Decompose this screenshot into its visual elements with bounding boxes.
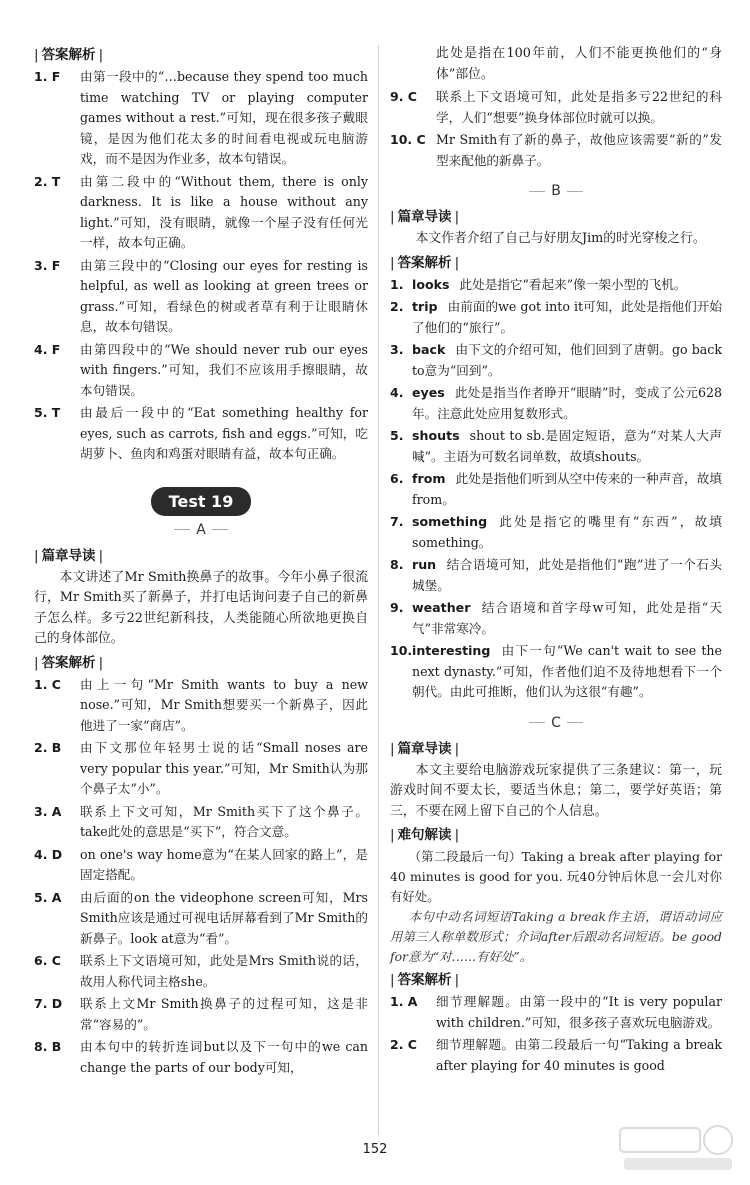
answer-item [34,256,368,338]
answer-item [390,275,722,296]
answer-analysis-heading-b: | 答案解析 | [390,253,722,273]
answer-number: 1. F [34,69,61,84]
answer-explanation: 此处是指当作者睁开“眼睛”时，变成了公元628年。注意此处应用复数形式。 [412,385,722,421]
answer-item [34,67,368,170]
answer-explanation: 由本句中的转折连词but以及下一句中的we can change the parts of our body可知， [80,1039,368,1075]
answer-item [390,383,722,424]
answer-item [34,845,368,886]
answer-item [34,994,368,1035]
section-a-letter: A [196,521,206,538]
answer-number: 9. C [390,89,417,104]
answer-item [34,340,368,402]
answer-item [390,340,722,381]
section-c-label [390,715,722,731]
answer-explanation: 细节理解题。由第一段中的“It is very popular with children.”可知，很多孩子喜欢玩电脑游戏。 [436,994,722,1030]
answer-item [390,641,722,703]
answer-number: 3. A [34,803,62,819]
answer-item [390,598,722,639]
answer-item [34,888,368,950]
answer-item [390,426,722,467]
answer-number: 5. A [34,889,62,905]
answer-number: 1. [390,276,404,292]
guide-text: 本文讲述了Mr Smith换鼻子的故事。今年小鼻子很流行，Mr Smith买了新鼻子，并打电话询问妻子自己的新鼻子怎么样。多亏22世纪新科技，人类能随心所欲地更换自己的身体部位。 [34,569,368,646]
answer-explanation: 由下文那位年轻男士说的话“Small noses are very popular this year.”可知，Mr Smith认为那个鼻子太“小”。 [80,740,368,796]
answer-explanation: 联系上下文可知，Mr Smith买下了这个鼻子。take此处的意思是“买下”，符合文意。 [80,803,368,839]
guide-text-c: 本文主要给电脑游戏玩家提供了三条建议：第一，玩游戏时间不要太长，要适当休息；第二，要学好英语；第三，不要在网上留下自己的个人信息。 [390,762,722,819]
answer-explanation: shout to sb.是固定短语，意为“对某人大声喊”。主语为可数名词单数，故填shouts。 [412,428,722,464]
answer-number: 10. C [390,132,426,147]
answer-explanation: on one's way home意为“在某人回家的路上”，是固定搭配。 [80,846,368,882]
answer-number: 6. C [34,953,61,968]
page-number: 152 [362,1142,388,1157]
watermark-logo [614,1120,742,1176]
answer-explanation: 此处是指它的嘴里有“东西”，故填something。 [412,514,722,550]
answer-keyword: interesting [412,643,491,658]
answer-keyword: from [412,471,446,486]
answer-number: 2. B [34,740,62,755]
answer-explanation: 细节理解题。由第二段最后一句“Taking a break after playing for 40 minutes is good [436,1037,722,1073]
answer-item [390,469,722,510]
answer-number: 10. [390,643,413,658]
answer-number: 4. [390,385,404,400]
answer-item [390,555,722,596]
guide-heading-b: | 篇章导读 | [390,207,722,227]
tf-answer-list [34,67,368,465]
guide-heading: | 篇章导读 | [34,546,368,566]
answer-number: 7. D [34,996,63,1011]
section-a-label [34,522,368,538]
answer-item [34,403,368,465]
answer-explanation: 由最后一段中的“Eat something healthy for eyes, such as carrots, fish and eggs.”可知，吃胡萝卜、鱼肉和鸡蛋对眼睛有益，故本句正确。 [80,405,368,461]
answer-item [34,802,368,843]
answer-explanation: 结合语境和首字母w可知，此处是指“天气”非常寒冷。 [412,600,722,636]
answer-number: 8. [390,557,404,572]
hard-sentence-heading: | 难句解读 | [390,825,722,845]
answer-item [390,992,722,1033]
answer-explanation: Mr Smith有了新的鼻子，故他应该需要“新的”发型来配他的新鼻子。 [436,132,722,168]
answer-explanation: 由前面的we got into it可知，此处是指他们开始了他们的“旅行”。 [412,299,722,335]
hard-sentence-note: 本句中动名词短语Taking a break作主语，谓语动词应用第三人称单数形式；介词after后跟动名词短语。be good for意为“对……有好处”。 [390,909,722,964]
answer-number: 2. [390,299,404,314]
answer-explanation: 由下文的介绍可知，他们回到了唐朝。go back to意为“回到”。 [412,342,722,378]
answer-explanation: 由第四段中的“We should never rub our eyes with fingers.”可知，我们不应该用手擦眼睛，故本句错误。 [80,341,368,398]
answer-explanation: 由后面的on the videophone screen可知，Mrs Smith应该是通过可视电话屏幕看到了Mr Smith的新鼻子。look at意为“看”。 [80,889,368,946]
answer-number: 4. F [34,341,61,357]
answer-item [34,172,368,254]
section-c-letter: C [551,714,561,731]
answer-keyword: eyes [412,385,445,400]
answer-analysis-heading: | 答案解析 | [34,45,368,65]
hard-sentence: （第二段最后一句）Taking a break after playing for 40 minutes is good for you. 玩40分钟后休息一会儿对你有好处。 [390,849,722,904]
answer-number: 6. [390,471,404,486]
answer-item [390,1035,722,1076]
section-a-answer-list [34,675,368,1079]
answer-explanation: 联系上下文语境可知，此处是Mrs Smith说的话，故用人称代词主格she。 [80,953,368,989]
answer-number: 2. T [34,173,61,189]
answer-number: 9. [390,600,404,615]
answer-item [34,738,368,800]
section-b-answer-list [390,275,722,703]
answer-keyword: back [412,342,446,357]
answer-explanation: 联系上文Mr Smith换鼻子的过程可知，这是非常“容易的”。 [80,996,368,1032]
right-column [390,42,722,1078]
answer-number: 3. F [34,257,61,273]
answer-explanation: 联系上下文语境可知，此处是指多亏22世纪的科学，人们“想要”换身体部位时就可以换。 [436,89,722,125]
answer-keyword: looks [412,276,450,292]
guide-text-b: 本文作者介绍了自己与好朋友Jim的时光穿梭之行。 [415,231,706,246]
section-b-label [390,183,722,199]
answer-number: 4. D [34,846,63,862]
answer-item [34,675,368,737]
answer-keyword: something [412,514,488,529]
answer-explanation: 由第三段中的“Closing our eyes for resting is helpful, as well as looking at green trees or grass.”可知，看绿色的树或者草有利于让眼睛休息，故本句错误。 [80,257,368,334]
section-a-answer-list-end [390,87,722,171]
answer-analysis-heading-c: | 答案解析 | [390,970,722,990]
column-divider [378,45,379,1135]
answer-number: 8. B [34,1039,62,1054]
section-c-answer-list [390,992,722,1076]
answer-number: 1. C [34,676,61,692]
answer-item [390,512,722,553]
answer-explanation: 由上一句“Mr Smith wants to buy a new nose.”可知，Mr Smith想要买一个新鼻子，因此他进了一家“商店”。 [80,676,368,733]
answer-keyword: shouts [412,428,460,443]
test-title-wrap [34,487,368,516]
section-b-letter: B [551,183,561,199]
continued-text: 此处是指在100年前，人们不能更换他们的“身体”部位。 [436,46,722,82]
answer-item [34,951,368,992]
answer-explanation: 由下一句“We can't wait to see the next dynasty.”可知，作者他们迫不及待地想看下一个朝代。由此可推断，他们认为这很“有趣”。 [412,643,722,699]
answer-explanation: 此处是指它“看起来”像一架小型的飞机。 [459,276,687,292]
answer-item [390,87,722,128]
answer-item [390,130,722,171]
answer-item [390,297,722,338]
test-title: Test 19 [151,487,252,516]
guide-heading-c: | 篇章导读 | [390,739,722,759]
answer-explanation: 由第一段中的“…because they spend too much time watching TV or playing computer games without a rest.”可知，现在很多孩子戴眼镜，是因为他们花太多的时间看电视或玩电脑游戏，而不是因为作业多，故本句错误。 [80,69,368,166]
answer-number: 5. [390,428,404,443]
answer-number: 1. A [390,994,418,1009]
answer-explanation: 由第二段中的“Without them, there is only darkness. It is like a house without any light.”可知，没有眼睛，就像一个屋子没有任何光一样，故本句正确。 [80,173,368,250]
answer-keyword: trip [412,299,438,314]
answer-number: 2. C [390,1037,417,1052]
answer-number: 3. [390,342,404,357]
answer-analysis-heading-a: | 答案解析 | [34,653,368,673]
left-column [34,42,368,1080]
answer-explanation: 此处是指他们听到从空中传来的一种声音，故填from。 [412,471,722,507]
answer-keyword: run [412,557,437,572]
answer-explanation: 结合语境可知，此处是指他们“跑”进了一个石头城堡。 [412,557,722,593]
answer-keyword: weather [412,600,471,615]
answer-number: 7. [390,514,404,529]
answer-item [34,1037,368,1078]
answer-number: 5. T [34,405,61,420]
